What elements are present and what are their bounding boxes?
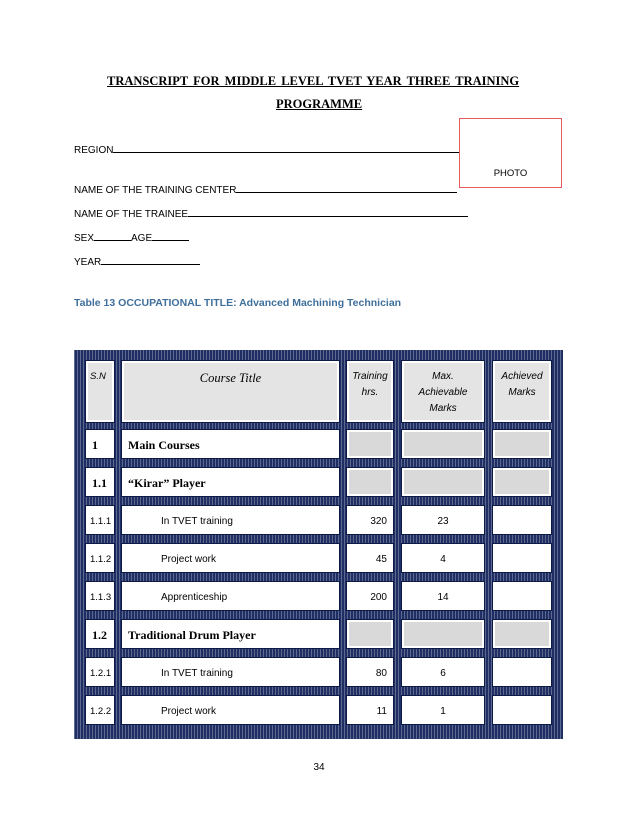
- year-label: YEAR: [74, 257, 102, 268]
- training-center-label: NAME OF THE TRAINING CENTER: [74, 185, 237, 196]
- table-row-hrs: [347, 582, 393, 610]
- header-training-hrs-line1: Training: [352, 371, 388, 382]
- row-sn-text: 1.2.2: [90, 706, 112, 717]
- table-caption: Table 13 OCCUPATIONAL TITLE: Advanced Machining Technician: [74, 297, 402, 309]
- region-label: REGION: [74, 145, 114, 156]
- row-sn-text: 1: [92, 438, 98, 452]
- header-sn: [86, 361, 114, 422]
- region-field: [74, 142, 459, 156]
- photo-label: PHOTO: [493, 168, 528, 179]
- table-row-achieved[interactable]: [493, 658, 551, 686]
- header-max-line1: Max.: [432, 371, 454, 382]
- table-row-sn: [86, 506, 114, 534]
- row-title-text: Project work: [161, 554, 217, 565]
- table-row-achieved: [493, 430, 551, 458]
- training-center-field: [74, 182, 457, 196]
- table-row-achieved[interactable]: [493, 582, 551, 610]
- row-title-text: “Kirar” Player: [128, 476, 206, 490]
- table-row-sn: [86, 620, 114, 648]
- table-row-hrs: [347, 468, 393, 496]
- header-training-hrs-line2: hrs.: [361, 387, 379, 398]
- header-course-title: [122, 361, 339, 422]
- table-row-title: [122, 430, 339, 458]
- header-achieved-line2: Marks: [508, 387, 536, 398]
- sex-age-field: [74, 230, 189, 244]
- table-row-sn: [86, 544, 114, 572]
- header-training-hrs: [347, 361, 393, 422]
- document-title-line-1: TRANSCRIPT FOR MIDDLE LEVEL TVET YEAR THREE TRAINING: [107, 74, 520, 88]
- row-sn-text: 1.2.1: [90, 668, 112, 679]
- row-title-text: In TVET training: [161, 516, 233, 527]
- row-max-text: 14: [437, 592, 449, 603]
- header-achieved-line1: Achieved: [501, 371, 543, 382]
- table-row-hrs: [347, 620, 393, 648]
- header-sn-label: S.N: [90, 371, 106, 382]
- header-achieved-marks: [493, 361, 551, 422]
- row-max-text: 6: [440, 668, 446, 679]
- table-row-max: [402, 620, 484, 648]
- trainee-blank[interactable]: [188, 206, 468, 217]
- header-max-line2: Achievable: [418, 387, 468, 398]
- table-row-achieved[interactable]: [493, 696, 551, 724]
- photo-box: [459, 118, 562, 188]
- header-course-title-label: Course Title: [199, 371, 262, 385]
- row-max-text: 23: [437, 516, 449, 527]
- table-row-hrs: [347, 696, 393, 724]
- row-title-text: In TVET training: [161, 668, 233, 679]
- table-row-max: [402, 696, 484, 724]
- table-row-title: [122, 544, 339, 572]
- table-row-sn: [86, 582, 114, 610]
- row-max-text: 4: [440, 554, 446, 565]
- table-row-hrs: [347, 544, 393, 572]
- row-sn-text: 1.2: [92, 628, 107, 642]
- row-sn-text: 1.1.1: [90, 516, 112, 527]
- table-row-max: [402, 582, 484, 610]
- region-blank[interactable]: [113, 142, 459, 153]
- table-row-hrs: [347, 658, 393, 686]
- header-max-line3: Marks: [429, 403, 457, 414]
- table-row-sn: [86, 696, 114, 724]
- table-row-title: [122, 468, 339, 496]
- training-center-blank[interactable]: [236, 182, 457, 193]
- table-row-title: [122, 658, 339, 686]
- trainee-field: [74, 206, 468, 220]
- header-achieved-marks-label: [495, 369, 549, 401]
- table-row-achieved[interactable]: [493, 506, 551, 534]
- row-sn-text: 1.1.3: [90, 592, 112, 603]
- table-row-sn: [86, 658, 114, 686]
- age-label: AGE: [131, 233, 153, 244]
- table-row-title: [122, 696, 339, 724]
- row-max-text: 1: [440, 706, 446, 717]
- row-hrs-text: 45: [375, 554, 387, 565]
- row-title-text: Project work: [161, 706, 217, 717]
- year-blank[interactable]: [101, 254, 200, 265]
- table-row-max: [402, 544, 484, 572]
- row-hrs-text: 11: [376, 706, 387, 717]
- year-field: [74, 254, 200, 268]
- table-row-max: [402, 658, 484, 686]
- page-number: 34: [313, 762, 325, 773]
- table-row-sn: [86, 430, 114, 458]
- document-title-line-2: PROGRAMME: [276, 97, 363, 111]
- table-row-achieved: [493, 620, 551, 648]
- table-row-title: [122, 506, 339, 534]
- header-max-marks: [402, 361, 484, 422]
- age-blank[interactable]: [152, 230, 189, 241]
- row-hrs-text: 80: [375, 668, 387, 679]
- table-row-sn: [86, 468, 114, 496]
- table-row-max: [402, 468, 484, 496]
- row-sn-text: 1.1.2: [90, 554, 112, 565]
- row-hrs-text: 200: [370, 592, 387, 603]
- row-hrs-text: 320: [370, 516, 387, 527]
- row-title-text: Traditional Drum Player: [128, 628, 256, 642]
- sex-blank[interactable]: [94, 230, 131, 241]
- table-row-max: [402, 430, 484, 458]
- table-row-max: [402, 506, 484, 534]
- table-row-achieved[interactable]: [493, 544, 551, 572]
- transcript-table: [74, 350, 563, 739]
- sex-label: SEX: [74, 233, 95, 244]
- row-title-text: Apprenticeship: [161, 592, 228, 603]
- header-training-hrs-label: [349, 369, 391, 401]
- table-row-achieved: [493, 468, 551, 496]
- table-row-hrs: [347, 430, 393, 458]
- trainee-label: NAME OF THE TRAINEE: [74, 209, 189, 220]
- table-row-title: [122, 620, 339, 648]
- header-max-marks-label: [404, 369, 482, 417]
- row-title-text: Main Courses: [128, 438, 200, 452]
- table-row-title: [122, 582, 339, 610]
- table-row-hrs: [347, 506, 393, 534]
- row-sn-text: 1.1: [92, 476, 107, 490]
